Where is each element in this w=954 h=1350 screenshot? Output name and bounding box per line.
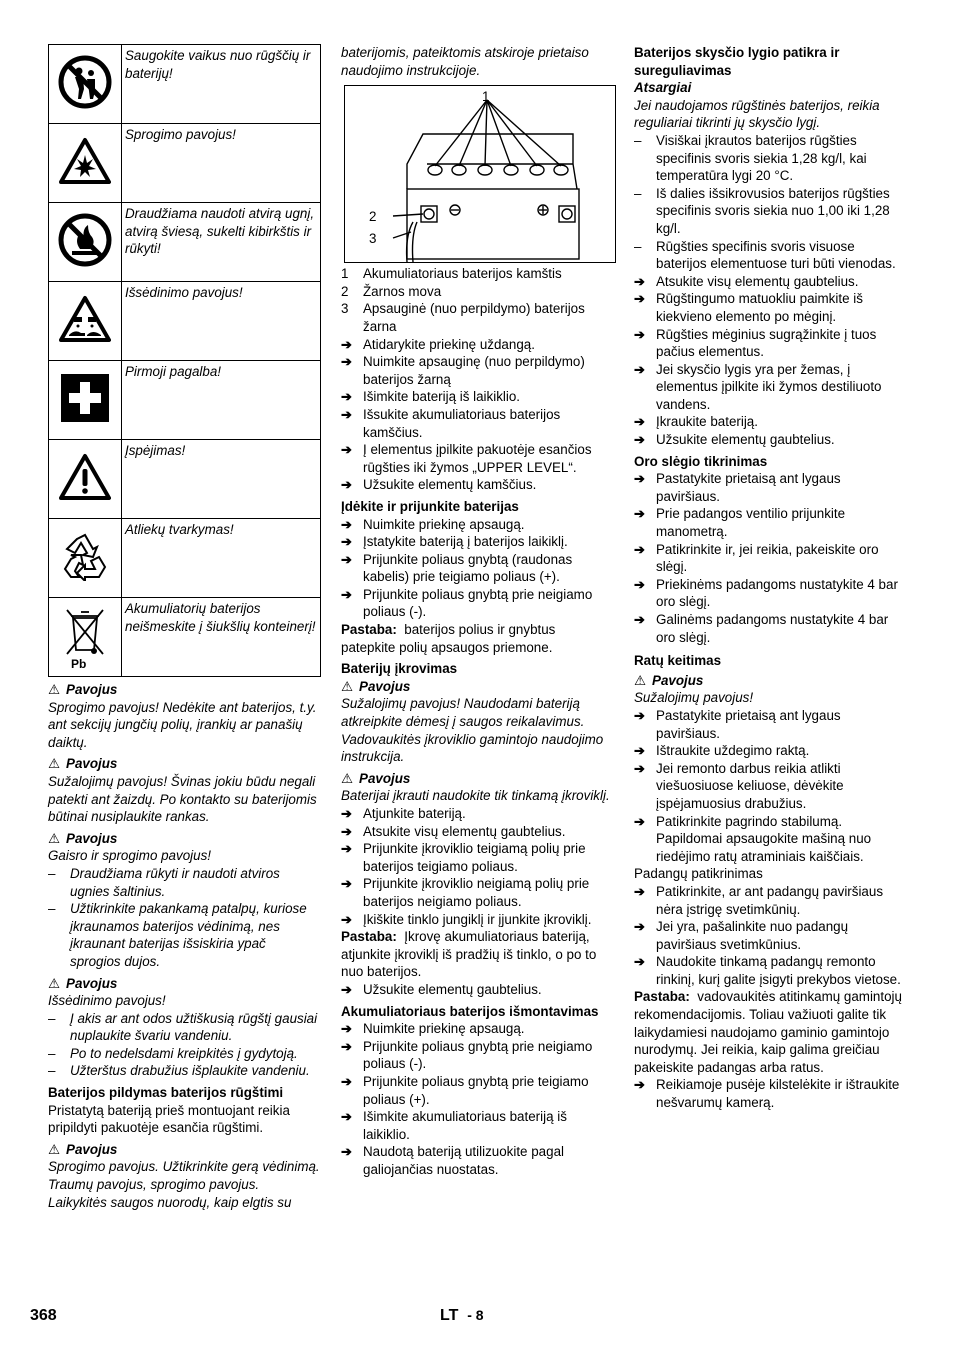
- warning-heading: ⚠ Pavojus: [48, 756, 118, 772]
- note: Pastaba: baterijos polius ir gnybtus patepkite polių apsaugos priemone.: [341, 622, 556, 655]
- step-item: ➔ Prijunkite poliaus gnybtą prie neigiamo poliaus (-).: [341, 586, 613, 621]
- step-item: ➔ Išimkite bateriją iš laikiklio.: [341, 388, 613, 406]
- section-title: Ratų keitimas: [634, 653, 722, 669]
- step-item: ➔ Nuimkite apsauginę (nuo perpildymo) baterijos žarną: [341, 353, 613, 388]
- subsection-title: Padangų patikrinimas: [634, 866, 763, 882]
- step-item: ➔ Galinėms padangoms nustatykite 4 bar oro slėgį.: [634, 611, 906, 646]
- page-number: 368: [30, 1307, 57, 1324]
- symbol-row: [49, 282, 321, 361]
- warning-text: Baterijai įkrauti naudokite tik tinkamą įkroviklį.: [341, 788, 610, 804]
- step-item: ➔ Įkraukite bateriją.: [634, 413, 906, 431]
- no-fire-smoking-icon: [58, 213, 112, 267]
- warning-text: Sužalojimų pavojus!: [634, 690, 754, 706]
- warning-icon: [59, 453, 111, 501]
- note: Pastaba: Įkrovę akumuliatoriaus bateriją, atjunkite įkroviklį iš pradžių iš tinklo, o po to nuo baterijos.: [341, 929, 597, 980]
- symbol-text: Atliekų tvarkymas!: [122, 519, 321, 598]
- section-title: Akumuliatoriaus baterijos išmontavimas: [341, 1003, 599, 1019]
- figure-label-2: 2: [369, 209, 377, 225]
- list-item: – Po to nedelsdami kreipkitės į gydytoją.: [48, 1045, 320, 1063]
- warning-heading: ⚠ Pavojus: [634, 672, 704, 688]
- legend-item: 1 Akumuliatoriaus baterijos kamštis: [341, 266, 562, 282]
- column-1: [48, 44, 320, 1211]
- step-item: ➔ Išimkite akumuliatoriaus bateriją iš laikiklio.: [341, 1108, 613, 1143]
- recycling-icon: [59, 531, 111, 581]
- step-item: ➔ Rūgšties mėginius sugrąžinkite į tuos pačius elementus.: [634, 326, 906, 361]
- warning-icon: ⚠: [48, 1141, 61, 1157]
- pb-label: Pb: [71, 657, 87, 671]
- legend-item: 3 Apsauginė (nuo perpildymo) baterijos žarna: [341, 301, 585, 334]
- step-item: ➔ Atsukite visų elementų gaubtelius.: [341, 823, 613, 841]
- legend-item: 2 Žarnos mova: [341, 283, 442, 299]
- list-item: – Visiškai įkrautos baterijos rūgšties specifinis svoris siekia 1,28 kg/l, kai temperatūra lygi 20 °C.: [634, 132, 906, 185]
- explosion-icon: [59, 137, 111, 185]
- first-aid-icon: [60, 373, 110, 423]
- warning-icon: ⚠: [634, 672, 647, 688]
- warning-heading: ⚠ Pavojus: [341, 770, 411, 786]
- caution-text: Jei naudojamos rūgštinės baterijos, reikia reguliariai tikrinti jų skysčio lygį.: [634, 97, 880, 131]
- symbol-row: [49, 203, 321, 282]
- symbol-row: [49, 124, 321, 203]
- step-item: ➔ Įstatykite bateriją į baterijos laikiklį.: [341, 533, 613, 551]
- symbol-text: Draudžiama naudoti atvirą ugnį, atvirą šviesą, sukelti kibirkštis ir rūkyti!: [122, 203, 321, 282]
- step-item: ➔ Reikiamoje pusėje kilstelėkite ir ištraukite nešvarumų kamerą.: [634, 1076, 906, 1111]
- warning-heading: ⚠ Pavojus: [48, 830, 118, 846]
- warning-text: Sužalojimų pavojus! Švinas jokiu būdu negali patekti ant žaizdų. Po kontakto su baterijomis būtinai nusiplaukite rankas.: [48, 773, 317, 825]
- step-item: ➔ Ištraukite uždegimo raktą.: [634, 742, 906, 760]
- section-title: Baterijos skysčio lygio patikra ir sureguliavimas: [634, 45, 840, 78]
- section-title: Įdėkite ir prijunkite baterijas: [341, 498, 519, 514]
- step-item: ➔ Nuimkite priekinę apsaugą.: [341, 1020, 613, 1038]
- step-item: ➔ Atjunkite bateriją.: [341, 805, 613, 823]
- list-item: – Užterštus drabužius išplaukite vandeniu.: [48, 1062, 320, 1080]
- step-item: ➔ Priekinėms padangoms nustatykite 4 bar oro slėgį.: [634, 576, 906, 611]
- warning-text: Sprogimo pavojus! Nedėkite ant baterijos, t.y. ant sekcijų jungčių polių, įrankių ar panašių daiktų.: [48, 699, 317, 750]
- caution-heading: Atsargiai: [634, 80, 692, 96]
- list-item: – Draudžiama rūkyti ir naudoti atviros ugnies šaltinius.: [48, 865, 320, 900]
- symbol-row: [49, 361, 321, 440]
- step-item: ➔ Prijunkite poliaus gnybtą prie teigiamo poliaus (+).: [341, 1073, 613, 1108]
- step-item: ➔ Užsukite elementų gaubtelius.: [634, 431, 906, 449]
- step-item: ➔ Išsukite akumuliatoriaus baterijos kamščius.: [341, 406, 613, 441]
- step-item: ➔ Prijunkite įkroviklio teigiamą polių prie baterijos teigiamo poliaus.: [341, 840, 613, 875]
- step-item: ➔ Prijunkite įkroviklio neigiamą polių prie baterijos neigiamo poliaus.: [341, 875, 613, 910]
- symbol-table: [48, 44, 321, 677]
- list-item: – Rūgšties specifinis svoris visuose baterijos elementuose turi būti vienodas.: [634, 238, 906, 273]
- warning-icon: ⚠: [341, 678, 354, 694]
- section-title: Oro slėgio tikrinimas: [634, 453, 768, 469]
- step-item: ➔ Nuimkite priekinę apsaugą.: [341, 516, 613, 534]
- battery-figure: [344, 85, 616, 263]
- step-item: ➔ Prijunkite poliaus gnybtą (raudonas kabelis) prie teigiamo poliaus (+).: [341, 551, 613, 586]
- symbol-row: [49, 45, 321, 124]
- symbol-row: [49, 598, 321, 677]
- section-text: Pristatytą bateriją prieš montuojant reikia pripildyti pakuotėje esančia rūgštimi.: [48, 1102, 290, 1136]
- section-title: Baterijų įkrovimas: [341, 661, 458, 677]
- step-item: ➔ Rūgštingumo matuokliu paimkite iš kiekvieno elemento po mėginį.: [634, 290, 906, 325]
- warning-heading: ⚠ Pavojus: [48, 975, 118, 991]
- warning-text: Išsėdinimo pavojus!: [48, 993, 166, 1009]
- step-item: ➔ Jei remonto darbus reikia atlikti viešuosiuose keliuose, dėvėkite įspėjamuosius drabužius.: [634, 760, 906, 813]
- list-item: – Į akis ar ant odos užtiškusią rūgštį gausiai nuplaukite švariu vandeniu.: [48, 1010, 320, 1045]
- warning-icon: ⚠: [48, 682, 61, 697]
- figure-label-3: 3: [369, 231, 377, 247]
- sub-page: - 8: [467, 1307, 484, 1323]
- warning-heading: ⚠ Pavojus: [48, 1141, 118, 1157]
- step-item: ➔ Pastatykite prietaisą ant lygaus paviršiaus.: [634, 470, 906, 505]
- language-code: LT: [440, 1307, 459, 1324]
- note: Pastaba: vadovaukitės atitinkamų gamintojų rekomendacijomis. Toliau važiuoti galite tik laikydamiesi naudojamo gaminio gamintojo nurodymų. Jei reikia, kaip galima greičiau pakeiskite padangas arba ratus.: [634, 989, 902, 1075]
- warning-text: Sprogimo pavojus. Užtikrinkite gerą vėdinimą.: [48, 1159, 320, 1175]
- warning-heading: ⚠ Pavojus: [48, 682, 118, 697]
- column-2: [341, 44, 613, 1178]
- symbol-text: Pirmoji pagalba!: [122, 361, 321, 440]
- step-item: ➔ Užsukite elementų kamščius.: [341, 476, 613, 494]
- warning-text: Gaisro ir sprogimo pavojus!: [48, 848, 211, 864]
- warning-icon: ⚠: [48, 975, 61, 991]
- figure-label-1: 1: [482, 89, 490, 105]
- symbol-text: Saugokite vaikus nuo rūgščių ir baterijų!: [122, 45, 321, 124]
- step-item: ➔ Įkiškite tinklo jungiklį ir įjunkite įkroviklį.: [341, 911, 613, 929]
- step-item: ➔ Į elementus įpilkite pakuotėje esančios rūgšties iki žymos „UPPER LEVEL“.: [341, 441, 613, 476]
- symbol-row: [49, 440, 321, 519]
- warning-icon: ⚠: [48, 830, 61, 846]
- footer-lang: [440, 1307, 484, 1325]
- no-children-icon: [58, 55, 112, 109]
- step-item: ➔ Atsukite visų elementų gaubtelius.: [634, 273, 906, 291]
- step-item: ➔ Prijunkite poliaus gnybtą prie neigiamo poliaus (-).: [341, 1038, 613, 1073]
- section-title: Baterijos pildymas baterijos rūgštimi: [48, 1085, 284, 1101]
- column-3: [634, 44, 906, 1112]
- list-item: – Iš dalies išsikrovusios baterijos rūgšties specifinis svoris siekia nuo 1,00 iki 1,28 kg/l.: [634, 185, 906, 238]
- symbol-row: [49, 519, 321, 598]
- step-item: ➔ Patikrinkite, ar ant padangų paviršiaus nėra įstrigę svetimkūnių.: [634, 883, 906, 918]
- step-item: ➔ Pastatykite prietaisą ant lygaus paviršiaus.: [634, 707, 906, 742]
- step-item: ➔ Jei yra, pašalinkite nuo padangų paviršiaus svetimkūnius.: [634, 918, 906, 953]
- list-item: – Užtikrinkite pakankamą patalpų, kuriose įkraunamos baterijos vėdinimą, nes įkraunant baterijas išsiskiria ypač sprogios dujos.: [48, 900, 320, 970]
- corrosion-icon: [59, 295, 111, 343]
- symbol-text: Sprogimo pavojus!: [122, 124, 321, 203]
- warning-heading: ⚠ Pavojus: [341, 678, 411, 694]
- step-item: ➔ Atidarykite priekinę uždangą.: [341, 336, 613, 354]
- step-item: ➔ Patikrinkite pagrindo stabilumą. Papildomai apsaugokite mašiną nuo riedėjimo ratų atraminiais kaiščiais.: [634, 813, 906, 866]
- step-item: ➔ Prie padangos ventilio prijunkite manometrą.: [634, 505, 906, 540]
- battery-diagram: [345, 86, 615, 262]
- step-item: ➔ Jei skysčio lygis yra per žemas, į elementus įpilkite iki žymos destiliuoto vandens.: [634, 361, 906, 414]
- symbol-text: Įspėjimas!: [122, 440, 321, 519]
- warning-text: Traumų pavojus, sprogimo pavojus. Laikykitės saugos nuorodų, kaip elgtis su: [48, 1177, 292, 1210]
- step-item: ➔ Patikrinkite ir, jei reikia, pakeiskite oro slėgį.: [634, 541, 906, 576]
- warning-icon: ⚠: [341, 770, 354, 786]
- warning-icon: ⚠: [48, 756, 61, 772]
- intro-text: baterijomis, pateiktomis atskiroje prietaiso naudojimo instrukcijoje.: [341, 45, 589, 78]
- symbol-text: Išsėdinimo pavojus!: [122, 282, 321, 361]
- symbol-text: Akumuliatorių baterijos neišmeskite į šiukšlių konteinerį!: [122, 598, 321, 677]
- step-item: ➔ Naudotą bateriją utilizuokite pagal galiojančias nuostatas.: [341, 1143, 613, 1178]
- crossed-bin-icon: [63, 604, 107, 660]
- step-item: ➔ Naudokite tinkamą padangų remonto rinkinį, kurį galite įsigyti prekybos vietose.: [634, 953, 906, 988]
- step-item: ➔ Užsukite elementų gaubtelius.: [341, 981, 613, 999]
- warning-text: Sužalojimų pavojus! Naudodami bateriją atkreipkite dėmesį į saugos reikalavimus. Vadovaukitės įkroviklio gamintojo naudojimo instrukcija.: [341, 696, 604, 765]
